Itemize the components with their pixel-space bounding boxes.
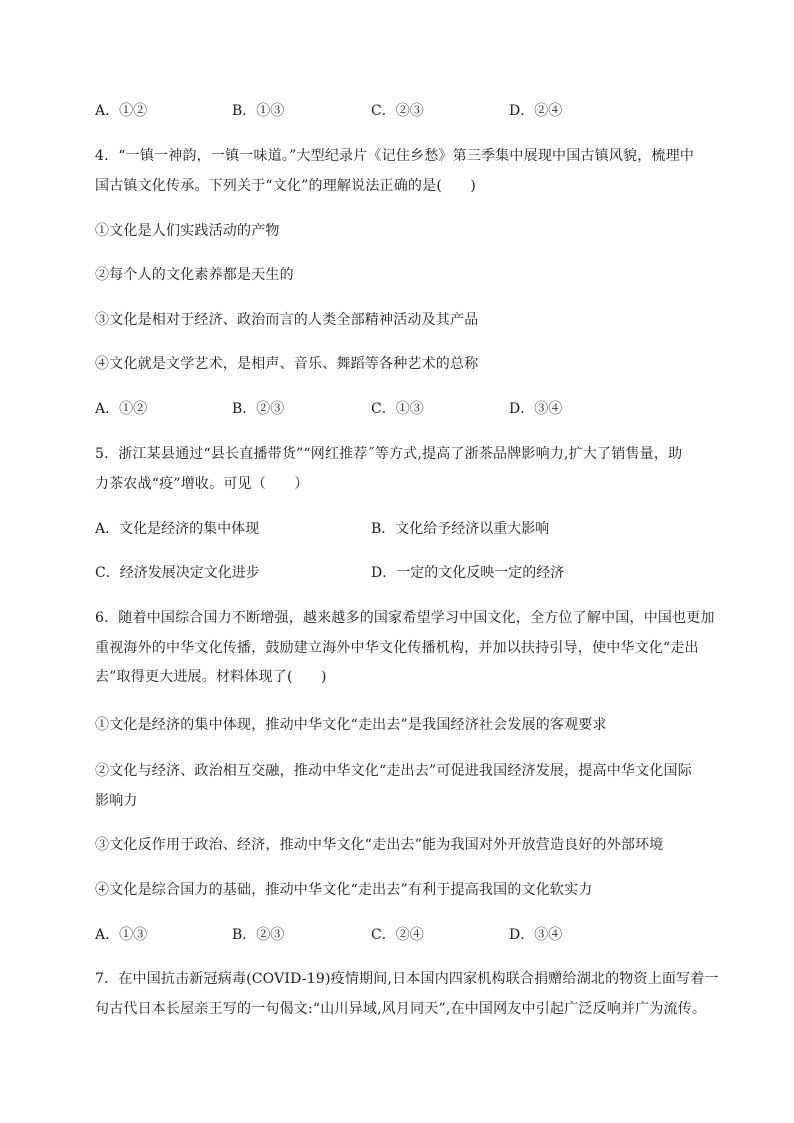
q6-item-3: ③文化反作用于政治、经济，推动中华文化“走出去”能为我国对外开放营造良好的外部环境 [95, 837, 664, 853]
q5-option-b: B．文化给予经济以重大影响 [371, 521, 550, 537]
q6-item-4: ④文化是综合国力的基础，推动中华文化“走出去”有利于提高我国的文化软实力 [95, 882, 593, 898]
q4-stem-line1: 4．“一镇一神韵，一镇一味道。”大型纪录片《记住乡愁》第三季集中展现中国古镇风貌，梳理中 [95, 148, 695, 164]
q4-option-a: A．①② [95, 401, 148, 417]
q4-stem-line2: 国古镇文化传承。下列关于“文化”的理解说法正确的是( ) [95, 178, 477, 194]
q6-option-a: A．①③ [95, 927, 148, 943]
q6-stem-line2: 重视海外的中华文化传播，鼓励建立海外中华文化传播机构，并加以扶持引导，使中华文化“走出 [95, 640, 699, 656]
q4-option-d: D．③④ [509, 401, 563, 417]
q4-item-4: ④文化就是文学艺术，是相声、音乐、舞蹈等各种艺术的总称 [95, 356, 479, 372]
q6-item-1: ①文化是经济的集中体现，推动中华文化“走出去”是我国经济社会发展的客观要求 [95, 717, 607, 733]
q5-option-d: D．一定的文化反映一定的经济 [371, 565, 565, 581]
q3-option-d: D．②④ [509, 103, 563, 119]
q6-option-d: D．③④ [509, 927, 563, 943]
q5-stem-line1: 5．浙江某县通过“县长直播带货”“网红推荐˝等方式,提高了浙茶品牌影响力,扩大了销售量，助 [95, 446, 683, 462]
q3-option-a: A．①② [95, 103, 148, 119]
q3-option-c: C．②③ [371, 103, 424, 119]
q6-stem-line3: 去”取得更大进展。材料体现了( ) [95, 669, 327, 685]
q6-item-2-line1: ②文化与经济、政治相互交融，推动中华文化“走出去”可促进我国经济发展，提高中华文化国际 [95, 763, 692, 779]
q4-option-b: B．②③ [232, 401, 285, 417]
q6-stem-line1: 6．随着中国综合国力不断增强，越来越多的国家希望学习中国文化，全方位了解中国，中国也更加 [95, 610, 715, 626]
q6-option-c: C．②④ [371, 927, 424, 943]
q7-stem-line2: 句古代日本长屋亲王写的一句偈文:“山川异域,风月同天”,在中国网友中引起广泛反响并广为流传。 [95, 1001, 707, 1017]
q4-item-2: ②每个人的文化素养都是天生的 [95, 267, 294, 283]
q5-option-c: C．经济发展决定文化进步 [95, 565, 260, 581]
q3-option-b: B．①③ [232, 103, 285, 119]
q7-stem-line1: 7．在中国抗击新冠病毒(COVID-19)疫情期间,日本国内四家机构联合捐赠给湖北的物资上面写着一 [95, 971, 719, 987]
q4-item-3: ③文化是相对于经济、政治而言的人类全部精神活动及其产品 [95, 312, 479, 328]
q6-option-b: B．②③ [232, 927, 285, 943]
q5-stem-line2: 力茶农战“疫”增收。可见（ ） [95, 476, 309, 492]
q6-item-2-line2: 影响力 [95, 793, 138, 809]
q4-option-c: C．①③ [371, 401, 424, 417]
q4-item-1: ①文化是人们实践活动的产物 [95, 223, 280, 239]
q5-option-a: A．文化是经济的集中体现 [95, 521, 260, 537]
